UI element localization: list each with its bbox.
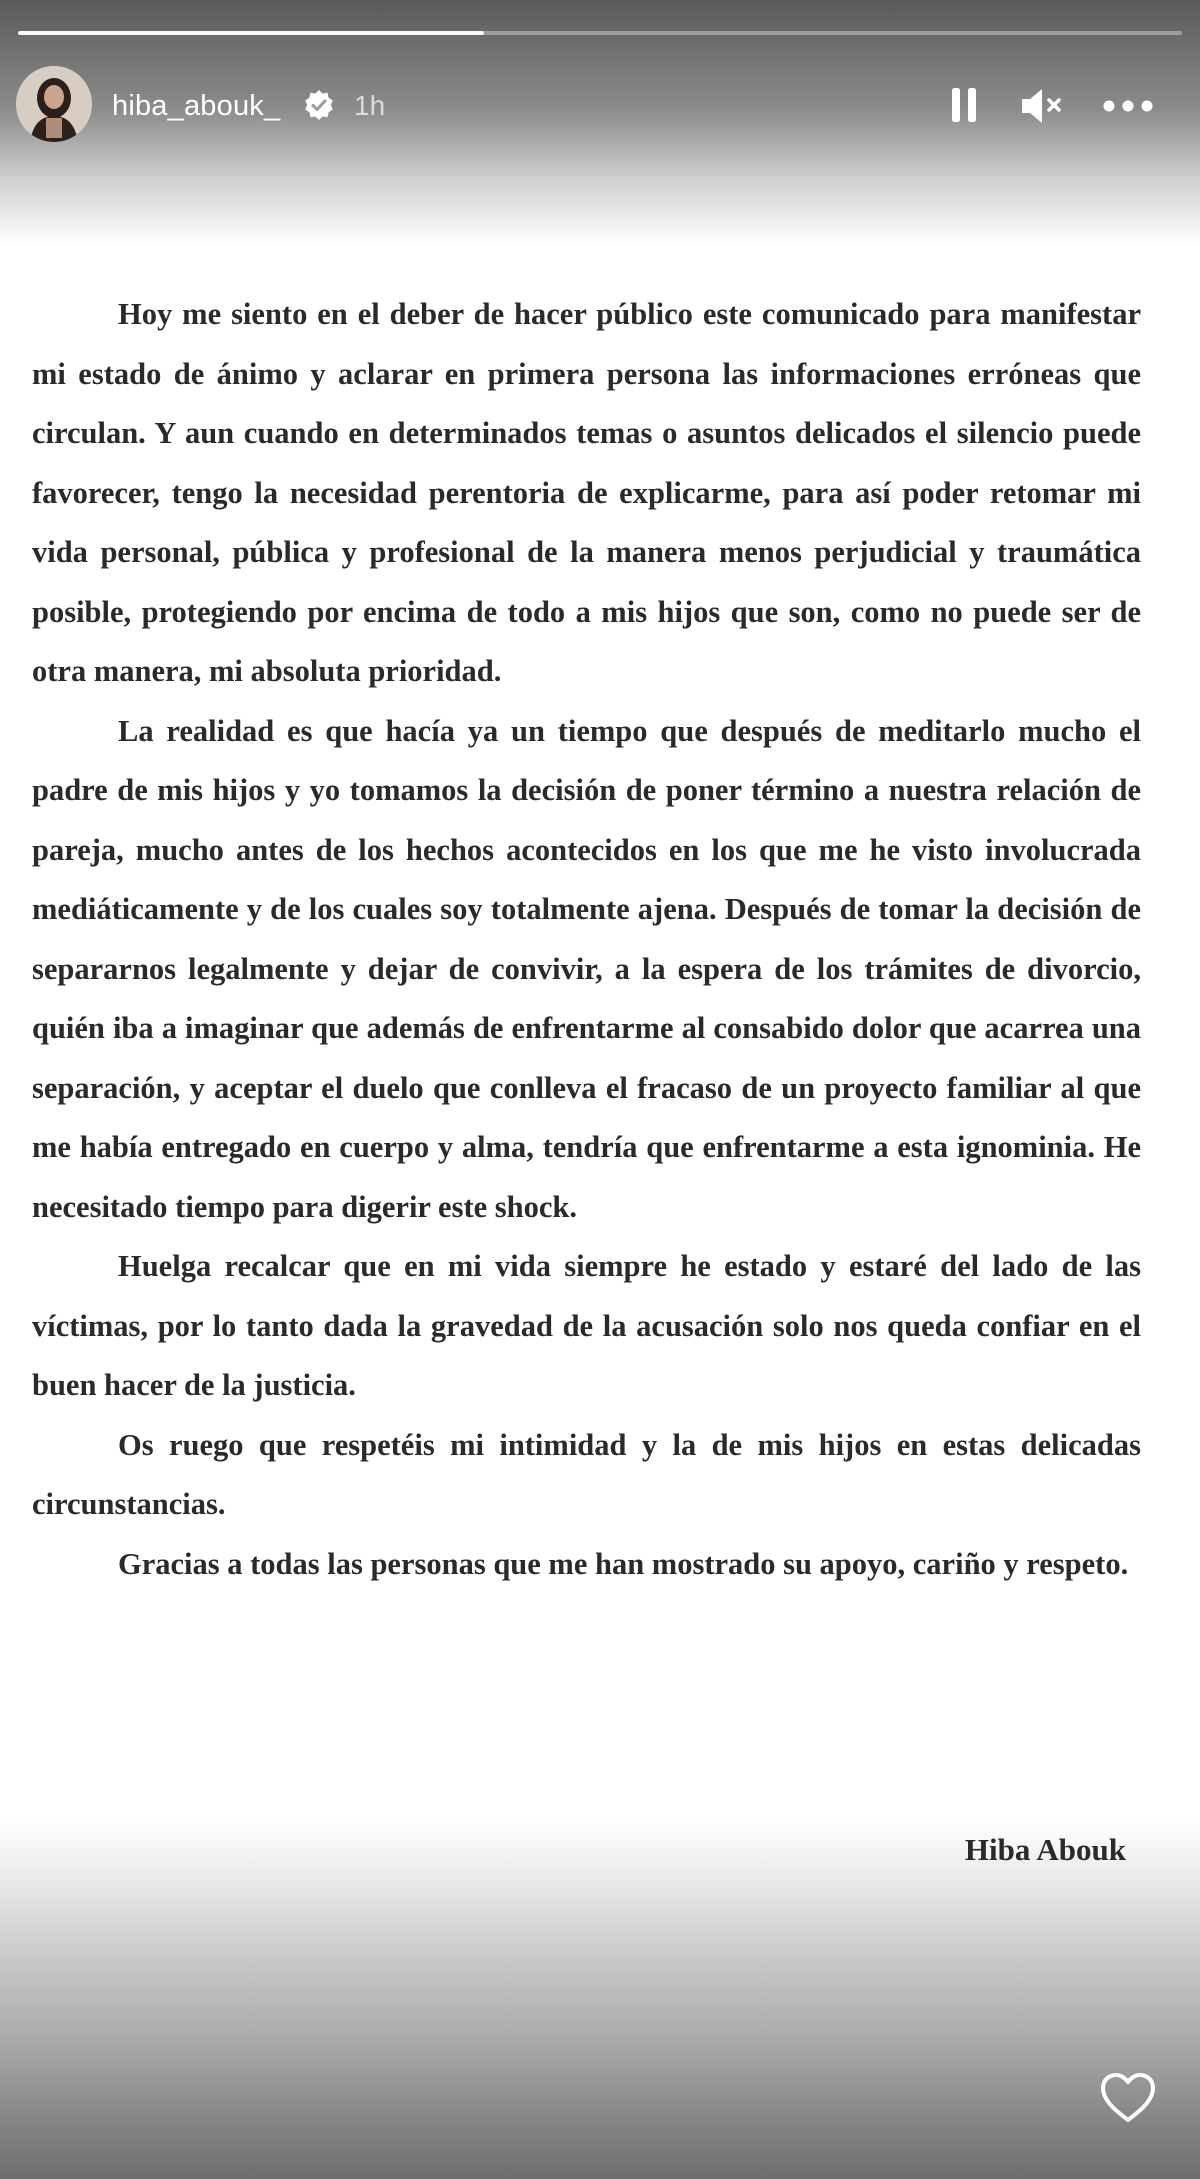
letter-signature: Hiba Abouk [964, 1832, 1126, 1867]
more-options-button[interactable] [1100, 88, 1156, 124]
post-time: 1h [354, 90, 386, 121]
mute-icon [1018, 84, 1066, 128]
statement-letter [32, 285, 1141, 1594]
profile-avatar[interactable] [16, 66, 92, 142]
story-progress-fill [18, 31, 484, 35]
letter-paragraph: La realidad es que hacía ya un tiempo que después de meditarlo mucho el padre de mis hijos y yo tomamos la decisión de poner término a nuestra relación de pareja, mucho antes de los hechos acontecidos en los que me he visto involucrada mediáticamente y de los cuales soy totalmente ajena. Después de tomar la decisión de separarnos legalmente y dejar de convivir, a la espera de los trámites de divorcio, quién iba a imaginar que además de enfrentarme al consabido dolor que acarrea una separación, y aceptar el duelo que conlleva el fracaso de un proyecto familiar al que me había entregado en cuerpo y alma, tendría que enfrentarme a esta ignominia. He necesitado tiempo para digerir este shock. [32, 713, 1141, 1224]
letter-paragraph: Gracias a todas las personas que me han mostrado su apoyo, cariño y respeto. [118, 1546, 1129, 1581]
letter-paragraph: Huelga recalcar que en mi vida siempre he estado y estaré del lado de las víctimas, por lo tanto dada la gravedad de la acusación solo nos queda confiar en el buen hacer de la justicia. [32, 1249, 1141, 1402]
story-header [0, 56, 1200, 152]
verified-badge-icon [304, 90, 334, 120]
letter-paragraph: Os ruego que respetéis mi intimidad y la de mis hijos en estas delicadas circunstancias. [32, 1427, 1141, 1521]
mute-button[interactable] [1018, 84, 1066, 128]
letter-paragraph: Hoy me siento en el deber de hacer público este comunicado para manifestar mi estado de ánimo y aclarar en primera persona las informaciones erróneas que circulan. Y aun cuando en determinados temas o asuntos delicados el silencio puede favorecer, tengo la necesidad perentoria de explicarme, para así poder retomar mi vida personal, pública y profesional de la manera menos perjudicial y traumática posible, protegiendo por encima de todo a mis hijos que son, como no puede ser de otra manera, mi absoluta prioridad. [32, 297, 1141, 688]
pause-icon [946, 84, 982, 128]
username[interactable]: hiba_abouk_ [112, 90, 281, 122]
story-progress-bar [18, 31, 1182, 35]
like-button[interactable] [1098, 2070, 1158, 2126]
more-icon [1100, 88, 1156, 124]
pause-button[interactable] [946, 84, 982, 128]
heart-icon [1098, 2070, 1158, 2126]
